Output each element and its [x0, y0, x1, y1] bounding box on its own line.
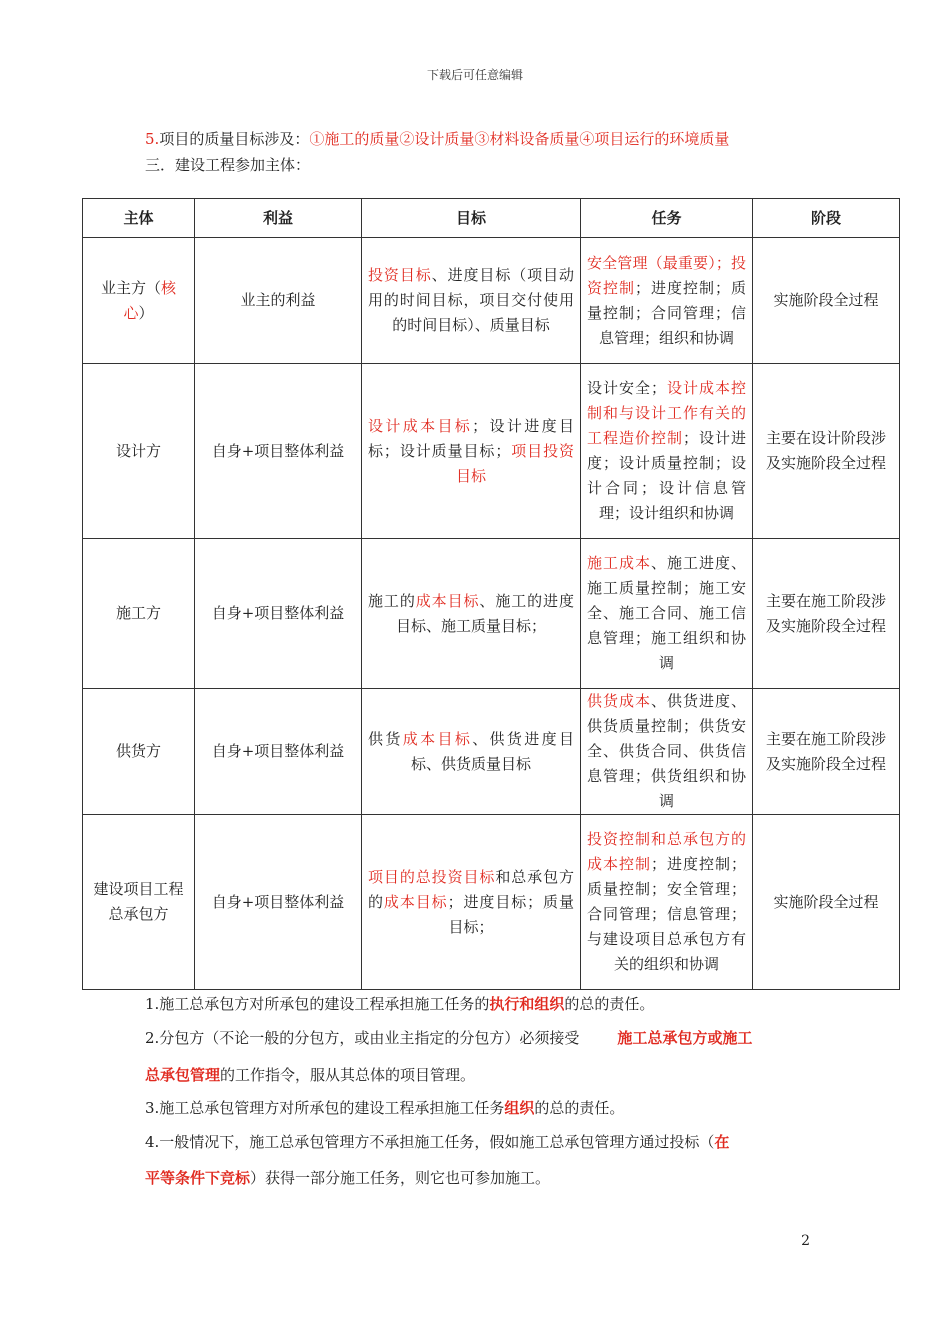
cell-goal: 设计成本目标；设计进度目标；设计质量目标；项目投资目标: [362, 364, 581, 539]
page-number: 2: [801, 1233, 810, 1249]
note-2-cont: 总承包管理的工作指令，服从其总体的项目管理。: [145, 1066, 476, 1084]
participants-table: [82, 198, 900, 990]
cell-interest: 自身+项目整体利益: [195, 364, 362, 539]
header-goal: 目标: [362, 199, 581, 238]
item-number: 5.: [145, 130, 160, 148]
cell-subject: 业主方（核心）: [83, 238, 195, 364]
item-highlight: ①施工的质量②设计质量③材料设备质量④项目运行的环境质量: [309, 130, 730, 148]
cell-goal: 投资目标、进度目标（项目动用的时间目标，项目交付使用的时间目标）、质量目标: [362, 238, 581, 364]
cell-goal: 施工的成本目标、施工的进度目标、施工质量目标；: [362, 539, 581, 689]
note-2: 2.分包方（不论一般的分包方，或由业主指定的分包方）必须接受 施工总承包方或施工: [145, 1029, 753, 1047]
quality-goal-line: [145, 128, 729, 149]
table-row: [83, 364, 900, 539]
cell-task: 设计安全；设计成本控制和与设计工作有关的工程造价控制；设计进度；设计质量控制；设计合同；设计信息管理；设计组织和协调: [581, 364, 753, 539]
table-row: [83, 815, 900, 990]
cell-goal: 供货成本目标、供货进度目标、供货质量目标: [362, 689, 581, 815]
cell-stage: 实施阶段全过程: [753, 815, 900, 990]
cell-stage: 主要在施工阶段涉及实施阶段全过程: [753, 689, 900, 815]
header-task: 任务: [581, 199, 753, 238]
cell-task: 供货成本、供货进度、供货质量控制；供货安全、供货合同、供货信息管理；供货组织和协调: [581, 689, 753, 815]
table-row: [83, 238, 900, 364]
note-1: 1.施工总承包方对所承包的建设工程承担施工任务的执行和组织的总的责任。: [145, 995, 655, 1013]
note-4-cont: 平等条件下竞标）获得一部分施工任务，则它也可参加施工。: [145, 1169, 551, 1187]
header-interest: 利益: [195, 199, 362, 238]
cell-goal: 项目的总投资目标和总承包方的成本目标；进度目标；质量目标；: [362, 815, 581, 990]
cell-task: 施工成本、施工进度、施工质量控制；施工安全、施工合同、施工信息管理；施工组织和协调: [581, 539, 753, 689]
cell-subject: 建设项目工程总承包方: [83, 815, 195, 990]
table-row: [83, 689, 900, 815]
table-header-row: [83, 199, 900, 238]
header-subject: 主体: [83, 199, 195, 238]
cell-stage: 主要在施工阶段涉及实施阶段全过程: [753, 539, 900, 689]
cell-subject: 设计方: [83, 364, 195, 539]
cell-interest: 自身+项目整体利益: [195, 689, 362, 815]
cell-subject: 施工方: [83, 539, 195, 689]
cell-subject: 供货方: [83, 689, 195, 815]
section-heading: 三．建设工程参加主体：: [145, 156, 311, 174]
page-header: 下载后可任意编辑: [426, 68, 523, 82]
header-stage: 阶段: [753, 199, 900, 238]
cell-stage: 主要在设计阶段涉及实施阶段全过程: [753, 364, 900, 539]
table-row: [83, 539, 900, 689]
cell-stage: 实施阶段全过程: [753, 238, 900, 364]
note-4: 4.一般情况下，施工总承包管理方不承担施工任务，假如施工总承包管理方通过投标（在: [145, 1133, 730, 1151]
cell-task: 投资控制和总承包方的成本控制；进度控制；质量控制；安全管理；合同管理；信息管理；与建设项目总承包方有关的组织和协调: [581, 815, 753, 990]
cell-interest: 自身+项目整体利益: [195, 539, 362, 689]
item-text: 项目的质量目标涉及：: [159, 130, 310, 148]
cell-task: 安全管理（最重要）；投资控制；进度控制；质量控制；合同管理；信息管理；组织和协调: [581, 238, 753, 364]
cell-interest: 业主的利益: [195, 238, 362, 364]
note-3: 3.施工总承包管理方对所承包的建设工程承担施工任务组织的总的责任。: [145, 1099, 625, 1117]
cell-interest: 自身+项目整体利益: [195, 815, 362, 990]
